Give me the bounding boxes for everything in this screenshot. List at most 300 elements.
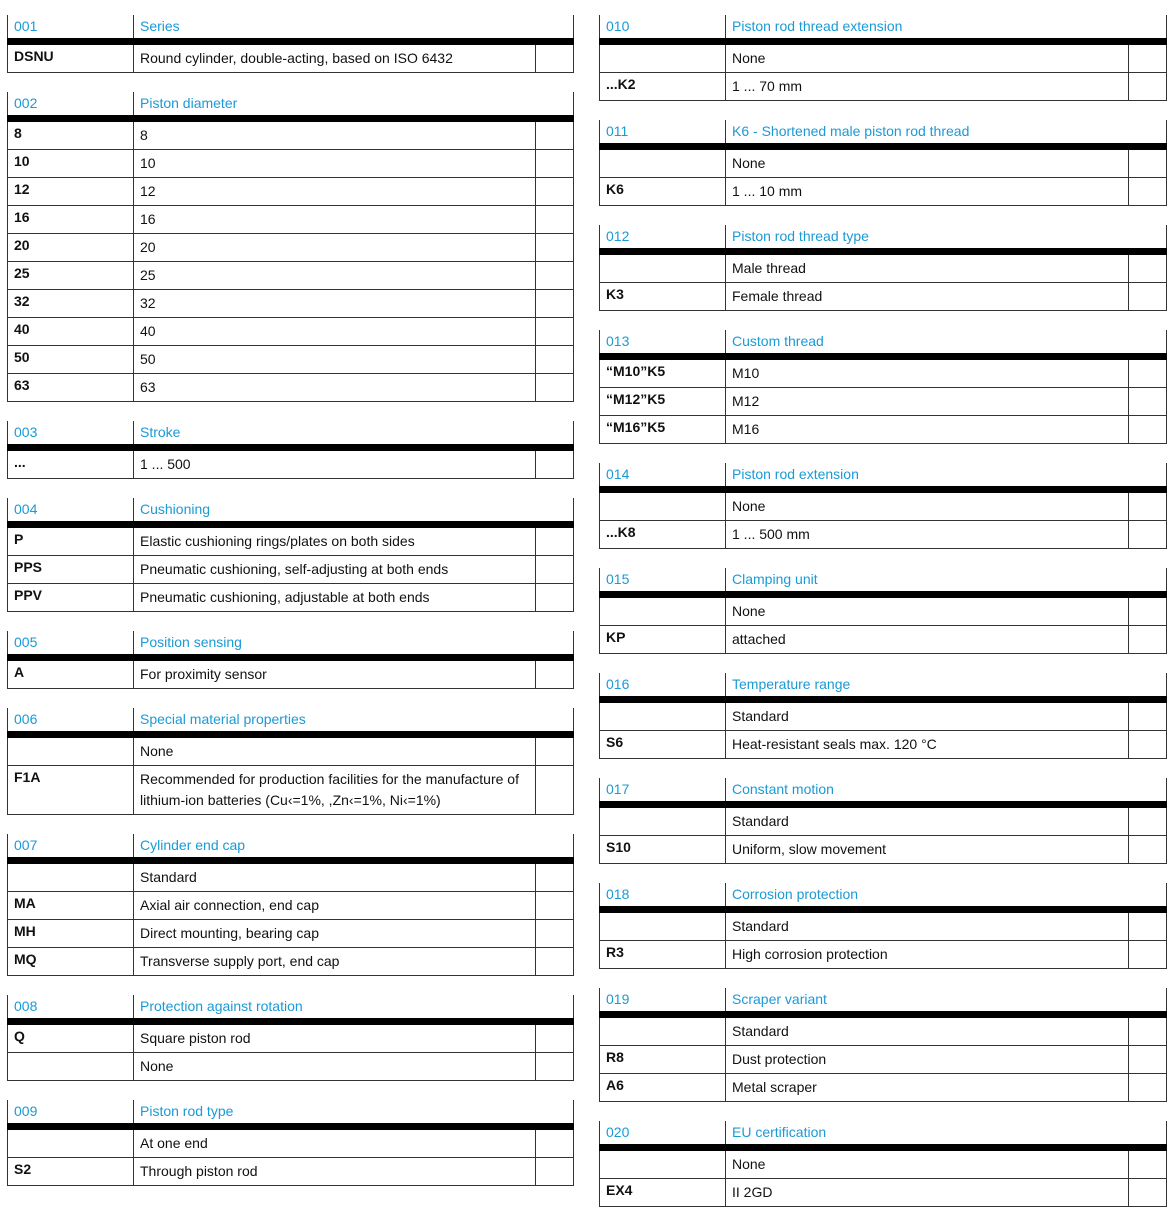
option-description: Pneumatic cushioning, adjustable at both ends (134, 584, 536, 611)
section-title: Cushioning (140, 501, 211, 517)
option-code: “M10”K5 (600, 360, 726, 387)
option-code: A (8, 661, 134, 688)
option-code: K3 (600, 283, 726, 310)
header-divider-bar (599, 1011, 1167, 1018)
option-description: None (726, 493, 1129, 520)
option-code: KP (600, 626, 726, 653)
option-description: 8 (134, 122, 536, 149)
option-row[interactable] (599, 626, 1167, 654)
option-code (8, 738, 134, 765)
option-row[interactable] (7, 122, 574, 150)
option-code: EX4 (600, 1179, 726, 1206)
option-row[interactable] (599, 1018, 1167, 1046)
option-row[interactable] (7, 206, 574, 234)
section-number: 003 (8, 421, 134, 444)
option-row[interactable] (599, 598, 1167, 626)
section-number: 019 (600, 988, 726, 1011)
option-code: K6 (600, 178, 726, 205)
option-row[interactable] (599, 283, 1167, 311)
option-select-box[interactable] (536, 262, 573, 289)
option-description: 25 (134, 262, 536, 289)
option-row[interactable] (7, 234, 574, 262)
option-row[interactable] (599, 1179, 1167, 1207)
option-code (600, 808, 726, 835)
section-header (7, 92, 574, 115)
option-description: attached (726, 626, 1129, 653)
option-code: PPS (8, 556, 134, 583)
option-section-017 (599, 778, 1167, 864)
option-description: For proximity sensor (134, 661, 536, 688)
option-row[interactable] (599, 1046, 1167, 1074)
section-header (7, 708, 574, 731)
header-divider-bar (7, 115, 574, 122)
option-description: Direct mounting, bearing cap (134, 920, 536, 947)
option-description: Standard (726, 913, 1129, 940)
option-section-016 (599, 673, 1167, 759)
option-select-box[interactable] (536, 1158, 573, 1185)
option-select-box[interactable] (536, 318, 573, 345)
option-row[interactable] (7, 290, 574, 318)
section-header (599, 330, 1167, 353)
option-select-box[interactable] (536, 920, 573, 947)
option-row[interactable] (7, 150, 574, 178)
section-number: 017 (600, 778, 726, 801)
section-title: Scraper variant (732, 991, 827, 1007)
option-row[interactable] (7, 374, 574, 402)
option-select-box[interactable] (1129, 598, 1166, 625)
option-description: Male thread (726, 255, 1129, 282)
option-select-box[interactable] (536, 122, 573, 149)
option-code (600, 703, 726, 730)
option-row[interactable] (7, 556, 574, 584)
option-select-box[interactable] (536, 766, 573, 814)
option-code: R8 (600, 1046, 726, 1073)
option-row[interactable] (7, 1025, 574, 1053)
option-description: 1 ... 70 mm (726, 73, 1129, 100)
section-number: 009 (8, 1100, 134, 1123)
section-title: EU certification (732, 1124, 827, 1140)
section-title: Special material properties (140, 711, 306, 727)
option-code: A6 (600, 1074, 726, 1101)
option-section-008 (7, 995, 574, 1081)
option-row[interactable] (599, 493, 1167, 521)
option-code: ... (8, 451, 134, 478)
option-row[interactable] (599, 150, 1167, 178)
section-number: 006 (8, 708, 134, 731)
option-select-box[interactable] (1129, 360, 1166, 387)
section-number: 001 (8, 15, 134, 38)
section-title: Clamping unit (732, 571, 818, 587)
header-divider-bar (7, 731, 574, 738)
header-divider-bar (599, 591, 1167, 598)
option-select-box[interactable] (1129, 416, 1166, 443)
option-row[interactable] (7, 1158, 574, 1186)
section-header (7, 498, 574, 521)
option-description: M10 (726, 360, 1129, 387)
option-section-002 (7, 92, 574, 402)
option-code: “M16”K5 (600, 416, 726, 443)
option-select-box[interactable] (1129, 1074, 1166, 1101)
option-select-box[interactable] (536, 45, 573, 72)
option-row[interactable] (7, 661, 574, 689)
option-description: Square piston rod (134, 1025, 536, 1052)
section-title: Stroke (140, 424, 181, 440)
option-code: 20 (8, 234, 134, 261)
option-description: Dust protection (726, 1046, 1129, 1073)
option-row[interactable] (599, 1074, 1167, 1102)
option-select-box[interactable] (1129, 941, 1166, 968)
option-code: 63 (8, 374, 134, 401)
section-title: Protection against rotation (140, 998, 303, 1014)
option-section-020 (599, 1121, 1167, 1207)
section-header (599, 120, 1167, 143)
option-code: F1A (8, 766, 134, 814)
option-code (600, 1018, 726, 1045)
option-select-box[interactable] (1129, 73, 1166, 100)
option-code: Q (8, 1025, 134, 1052)
option-description: High corrosion protection (726, 941, 1129, 968)
section-number: 015 (600, 568, 726, 591)
option-row[interactable] (599, 73, 1167, 101)
section-number: 002 (8, 92, 134, 115)
option-row[interactable] (7, 318, 574, 346)
option-code (8, 1130, 134, 1157)
section-title: Corrosion protection (732, 886, 859, 902)
option-select-box[interactable] (1129, 521, 1166, 548)
option-section-019 (599, 988, 1167, 1102)
option-row[interactable] (7, 1053, 574, 1081)
option-code (600, 150, 726, 177)
option-row[interactable] (599, 913, 1167, 941)
section-header (7, 631, 574, 654)
section-title: Position sensing (140, 634, 242, 650)
header-divider-bar (7, 521, 574, 528)
section-number: 011 (600, 120, 726, 143)
option-row[interactable] (7, 45, 574, 73)
option-section-013 (599, 330, 1167, 444)
option-row[interactable] (599, 178, 1167, 206)
option-code (600, 913, 726, 940)
option-select-box[interactable] (1129, 255, 1166, 282)
option-section-010 (599, 15, 1167, 101)
section-header (599, 1121, 1167, 1144)
section-title: Piston diameter (140, 95, 238, 111)
option-code: MH (8, 920, 134, 947)
section-title: Piston rod extension (732, 466, 859, 482)
option-description: Transverse supply port, end cap (134, 948, 536, 975)
section-header (599, 778, 1167, 801)
option-code: ...K8 (600, 521, 726, 548)
option-select-box[interactable] (536, 892, 573, 919)
option-description: 10 (134, 150, 536, 177)
option-select-box[interactable] (1129, 45, 1166, 72)
option-section-003 (7, 421, 574, 479)
section-number: 012 (600, 225, 726, 248)
option-description: Axial air connection, end cap (134, 892, 536, 919)
section-header (7, 15, 574, 38)
option-row[interactable] (599, 703, 1167, 731)
section-title: Constant motion (732, 781, 834, 797)
option-row[interactable] (7, 451, 574, 479)
option-description: None (726, 45, 1129, 72)
section-title: Series (140, 18, 180, 34)
header-divider-bar (7, 1018, 574, 1025)
option-row[interactable] (599, 45, 1167, 73)
option-description: 20 (134, 234, 536, 261)
option-description: 50 (134, 346, 536, 373)
option-row[interactable] (599, 731, 1167, 759)
option-section-012 (599, 225, 1167, 311)
option-code: DSNU (8, 45, 134, 72)
option-description: 16 (134, 206, 536, 233)
header-divider-bar (7, 1123, 574, 1130)
option-select-box[interactable] (1129, 836, 1166, 863)
option-select-box[interactable] (1129, 283, 1166, 310)
option-select-box[interactable] (536, 738, 573, 765)
option-select-box[interactable] (1129, 703, 1166, 730)
option-row[interactable] (7, 864, 574, 892)
option-code: 40 (8, 318, 134, 345)
option-select-box[interactable] (1129, 913, 1166, 940)
option-row[interactable] (599, 388, 1167, 416)
option-code (600, 255, 726, 282)
option-code: 25 (8, 262, 134, 289)
option-description: II 2GD (726, 1179, 1129, 1206)
option-row[interactable] (599, 255, 1167, 283)
option-select-box[interactable] (536, 948, 573, 975)
option-description: 40 (134, 318, 536, 345)
option-select-box[interactable] (536, 374, 573, 401)
header-divider-bar (599, 696, 1167, 703)
option-select-box[interactable] (1129, 388, 1166, 415)
option-code: 32 (8, 290, 134, 317)
section-header (7, 1100, 574, 1123)
option-row[interactable] (599, 941, 1167, 969)
option-section-007 (7, 834, 574, 976)
option-description: 1 ... 500 (134, 451, 536, 478)
option-description: None (134, 1053, 536, 1080)
section-title: Piston rod thread extension (732, 18, 903, 34)
section-header (599, 463, 1167, 486)
section-title: Custom thread (732, 333, 824, 349)
option-description: Pneumatic cushioning, self-adjusting at both ends (134, 556, 536, 583)
section-title: Cylinder end cap (140, 837, 246, 853)
header-divider-bar (7, 444, 574, 451)
option-select-box[interactable] (536, 584, 573, 611)
header-divider-bar (7, 38, 574, 45)
header-divider-bar (599, 353, 1167, 360)
section-title: Piston rod thread type (732, 228, 869, 244)
left-column (7, 15, 574, 1205)
option-row[interactable] (7, 766, 574, 815)
option-select-box[interactable] (536, 556, 573, 583)
option-row[interactable] (7, 948, 574, 976)
section-number: 018 (600, 883, 726, 906)
option-code (600, 493, 726, 520)
option-select-box[interactable] (536, 178, 573, 205)
header-divider-bar (7, 857, 574, 864)
header-divider-bar (599, 143, 1167, 150)
option-select-box[interactable] (1129, 808, 1166, 835)
option-row[interactable] (599, 1151, 1167, 1179)
section-title: Temperature range (732, 676, 851, 692)
option-select-box[interactable] (1129, 1046, 1166, 1073)
section-number: 007 (8, 834, 134, 857)
option-code: MQ (8, 948, 134, 975)
option-select-box[interactable] (536, 1025, 573, 1052)
option-description: None (726, 1151, 1129, 1178)
section-header (599, 988, 1167, 1011)
option-section-005 (7, 631, 574, 689)
section-header (7, 995, 574, 1018)
section-header (599, 568, 1167, 591)
option-row[interactable] (599, 808, 1167, 836)
option-description: None (726, 150, 1129, 177)
option-code: 16 (8, 206, 134, 233)
option-row[interactable] (7, 346, 574, 374)
header-divider-bar (599, 801, 1167, 808)
option-code (600, 598, 726, 625)
option-row[interactable] (599, 416, 1167, 444)
section-number: 014 (600, 463, 726, 486)
option-select-box[interactable] (536, 150, 573, 177)
option-row[interactable] (599, 360, 1167, 388)
option-description: 32 (134, 290, 536, 317)
option-description: Uniform, slow movement (726, 836, 1129, 863)
header-divider-bar (599, 906, 1167, 913)
option-row[interactable] (7, 528, 574, 556)
option-row[interactable] (7, 584, 574, 612)
option-select-box[interactable] (1129, 626, 1166, 653)
section-number: 010 (600, 15, 726, 38)
option-description: 63 (134, 374, 536, 401)
option-description: Heat-resistant seals max. 120 °C (726, 731, 1129, 758)
option-select-box[interactable] (1129, 1018, 1166, 1045)
option-description: At one end (134, 1130, 536, 1157)
option-description: Standard (726, 1018, 1129, 1045)
option-row[interactable] (7, 892, 574, 920)
option-select-box[interactable] (536, 290, 573, 317)
option-code: P (8, 528, 134, 555)
option-row[interactable] (599, 521, 1167, 549)
option-select-box[interactable] (1129, 493, 1166, 520)
option-code: 12 (8, 178, 134, 205)
header-divider-bar (599, 486, 1167, 493)
option-code: R3 (600, 941, 726, 968)
option-description: Female thread (726, 283, 1129, 310)
header-divider-bar (599, 38, 1167, 45)
section-header (599, 673, 1167, 696)
option-description: Standard (134, 864, 536, 891)
section-title: K6 - Shortened male piston rod thread (732, 123, 970, 139)
section-header (599, 15, 1167, 38)
option-section-014 (599, 463, 1167, 549)
option-row[interactable] (7, 178, 574, 206)
option-select-box[interactable] (536, 661, 573, 688)
option-description: Metal scraper (726, 1074, 1129, 1101)
option-row[interactable] (7, 738, 574, 766)
option-select-box[interactable] (536, 206, 573, 233)
section-header (7, 834, 574, 857)
option-section-001 (7, 15, 574, 73)
option-select-box[interactable] (536, 451, 573, 478)
section-number: 004 (8, 498, 134, 521)
option-description: M12 (726, 388, 1129, 415)
right-column (599, 15, 1167, 1226)
option-description: None (726, 598, 1129, 625)
option-code: MA (8, 892, 134, 919)
option-section-006 (7, 708, 574, 815)
option-code: 8 (8, 122, 134, 149)
option-description: Elastic cushioning rings/plates on both sides (134, 528, 536, 555)
option-section-018 (599, 883, 1167, 969)
option-description: Through piston rod (134, 1158, 536, 1185)
option-select-box[interactable] (536, 234, 573, 261)
option-select-box[interactable] (1129, 1179, 1166, 1206)
option-select-box[interactable] (536, 528, 573, 555)
option-section-009 (7, 1100, 574, 1186)
option-select-box[interactable] (536, 346, 573, 373)
option-code: ...K2 (600, 73, 726, 100)
option-code: “M12”K5 (600, 388, 726, 415)
header-divider-bar (7, 654, 574, 661)
section-header (599, 225, 1167, 248)
option-section-004 (7, 498, 574, 612)
option-description: Standard (726, 808, 1129, 835)
header-divider-bar (599, 248, 1167, 255)
option-select-box[interactable] (536, 1130, 573, 1157)
option-select-box[interactable] (1129, 150, 1166, 177)
section-number: 005 (8, 631, 134, 654)
option-code: S2 (8, 1158, 134, 1185)
option-row[interactable] (7, 262, 574, 290)
header-divider-bar (599, 1144, 1167, 1151)
option-select-box[interactable] (1129, 178, 1166, 205)
section-header (599, 883, 1167, 906)
option-description: Recommended for production facilities for the manufacture of lithium-ion batteries (Cu‹=1%, ,Zn‹=1%, Ni‹=1%) (134, 766, 536, 814)
option-code: 50 (8, 346, 134, 373)
option-code (600, 45, 726, 72)
option-code: S10 (600, 836, 726, 863)
option-row[interactable] (599, 836, 1167, 864)
option-code: 10 (8, 150, 134, 177)
option-code (8, 864, 134, 891)
option-select-box[interactable] (536, 1053, 573, 1080)
option-select-box[interactable] (1129, 731, 1166, 758)
option-row[interactable] (7, 1130, 574, 1158)
option-description: 1 ... 500 mm (726, 521, 1129, 548)
option-description: 12 (134, 178, 536, 205)
option-description: M16 (726, 416, 1129, 443)
option-select-box[interactable] (536, 864, 573, 891)
option-description: Round cylinder, double-acting, based on ISO 6432 (134, 45, 536, 72)
option-section-011 (599, 120, 1167, 206)
section-number: 020 (600, 1121, 726, 1144)
section-number: 008 (8, 995, 134, 1018)
option-description: Standard (726, 703, 1129, 730)
option-code (8, 1053, 134, 1080)
section-number: 016 (600, 673, 726, 696)
section-number: 013 (600, 330, 726, 353)
option-section-015 (599, 568, 1167, 654)
option-row[interactable] (7, 920, 574, 948)
option-description: 1 ... 10 mm (726, 178, 1129, 205)
option-code: PPV (8, 584, 134, 611)
section-title: Piston rod type (140, 1103, 234, 1119)
section-header (7, 421, 574, 444)
option-code: S6 (600, 731, 726, 758)
option-description: None (134, 738, 536, 765)
